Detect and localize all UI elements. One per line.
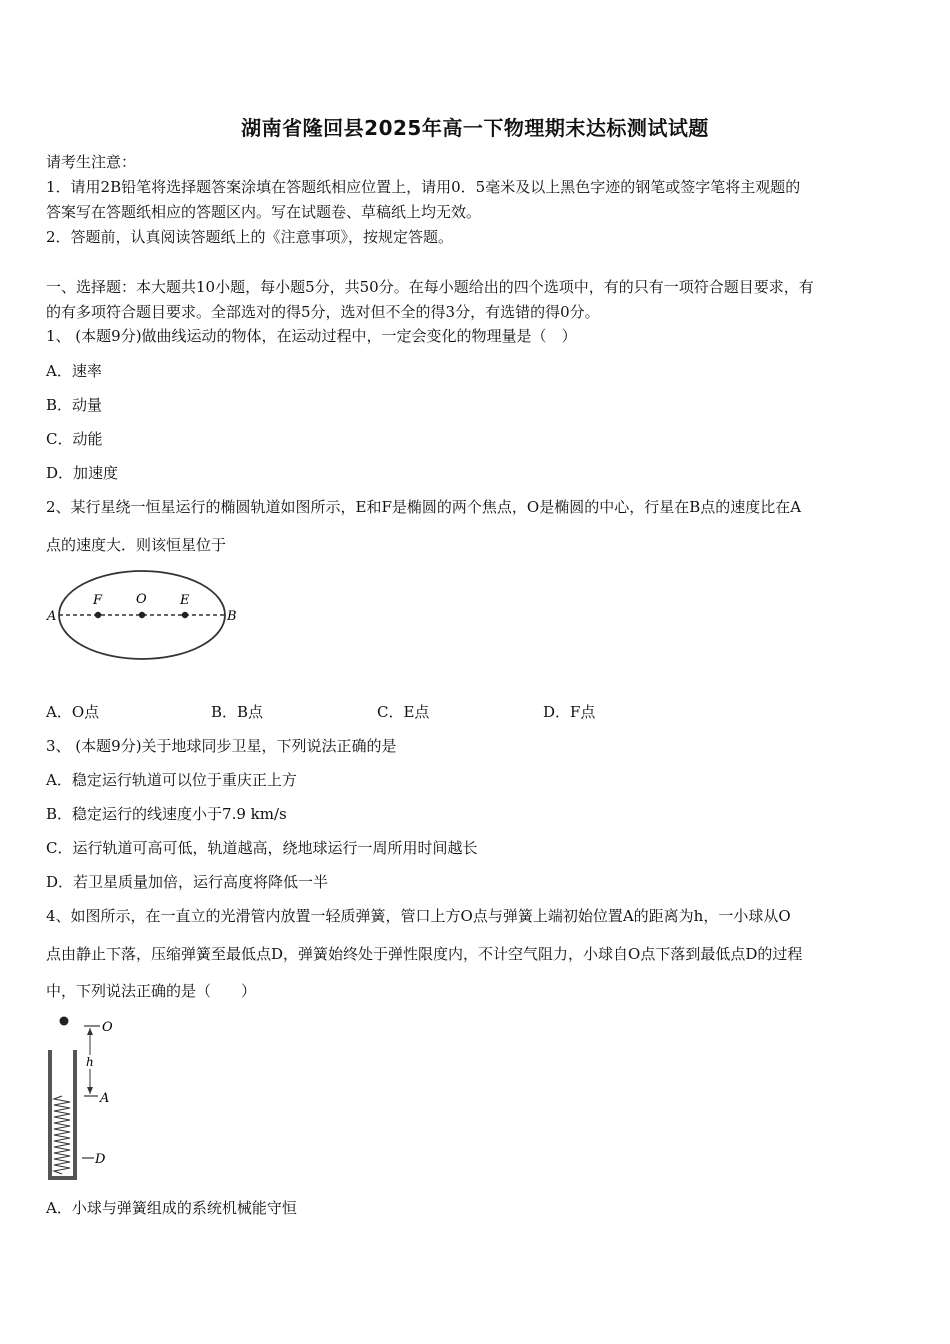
label-h: h (86, 1055, 94, 1069)
ellipse-orbit-figure (44, 568, 244, 668)
q3-option-b: B．稳定运行的线速度小于7.9 km/s (46, 805, 287, 823)
center-o-point (139, 612, 145, 618)
spring (54, 1096, 70, 1174)
notice-item-2: 2．答题前，认真阅读答题纸上的《注意事项》，按规定答题。 (46, 228, 454, 246)
q3-option-c: C．运行轨道可高可低，轨道越高，绕地球运行一周所用时间越长 (46, 839, 478, 857)
tube-right-wall (73, 1050, 77, 1180)
q4-option-a: A．小球与弹簧组成的系统机械能守恒 (46, 1199, 297, 1217)
q2-option-c: C．E点 (377, 703, 430, 721)
spring-tube-figure (44, 1010, 124, 1185)
tube-left-wall (48, 1050, 52, 1180)
label-a: A (47, 609, 57, 624)
label-o: O (102, 1020, 113, 1035)
ball (60, 1017, 69, 1026)
tube-base (48, 1176, 77, 1180)
q1-stem: 1、 (本题9分)做曲线运动的物体，在运动过程中，一定会变化的物理量是（ ） (46, 327, 577, 345)
section-instructions-line-1: 一、选择题：本大题共10小题，每小题5分，共50分。在每小题给出的四个选项中，有的只有一项符合题目要求，有 (46, 278, 814, 296)
q4-stem-line-1: 4、如图所示，在一直立的光滑管内放置一轻质弹簧，管口上方O点与弹簧上端初始位置A的距离为h，一小球从O (46, 907, 791, 925)
focus-f-point (95, 612, 101, 618)
q3-option-a: A．稳定运行轨道可以位于重庆正上方 (46, 771, 297, 789)
q2-stem-line-2: 点的速度大．则该恒星位于 (46, 536, 227, 554)
label-e: E (180, 593, 190, 608)
q3-option-d: D．若卫星质量加倍，运行高度将降低一半 (46, 873, 329, 891)
label-a: A (100, 1091, 110, 1106)
label-b: B (227, 609, 237, 624)
label-d: D (95, 1152, 106, 1167)
notice-heading: 请考生注意： (46, 153, 137, 171)
q2-stem-line-1: 2、某行星绕一恒星运行的椭圆轨道如图所示，E和F是椭圆的两个焦点，O是椭圆的中心，行星在B点的速度比在A (46, 498, 802, 516)
page-title: 湖南省隆回县2025年高一下物理期末达标测试试题 (241, 116, 709, 140)
q2-option-b: B．B点 (211, 703, 264, 721)
label-o: O (136, 592, 147, 607)
focus-e-point (182, 612, 188, 618)
q1-option-a: A．速率 (46, 362, 102, 380)
section-instructions-line-2: 的有多项符合题目要求。全部选对的得5分，选对但不全的得3分，有选错的得0分。 (46, 303, 600, 321)
q1-option-d: D．加速度 (46, 464, 119, 482)
notice-item-1-line-2: 答案写在答题纸相应的答题区内。写在试题卷、草稿纸上均无效。 (46, 203, 482, 221)
q4-stem-line-2: 点由静止下落，压缩弹簧至最低点D，弹簧始终处于弹性限度内，不计空气阻力，小球自O点下落到最低点D的过程 (46, 945, 803, 963)
q1-option-b: B．动量 (46, 396, 103, 414)
q4-stem-line-3: 中，下列说法正确的是（ ） (46, 982, 257, 1000)
q3-stem: 3、 (本题9分)关于地球同步卫星，下列说法正确的是 (46, 737, 397, 755)
notice-item-1-line-1: 1．请用2B铅笔将选择题答案涂填在答题纸相应位置上，请用0．5毫米及以上黑色字迹的钢笔或签字笔将主观题的 (46, 178, 801, 196)
q2-option-d: D．F点 (543, 703, 596, 721)
q2-option-a: A．O点 (46, 703, 100, 721)
label-f: F (93, 593, 103, 608)
q1-option-c: C．动能 (46, 430, 103, 448)
